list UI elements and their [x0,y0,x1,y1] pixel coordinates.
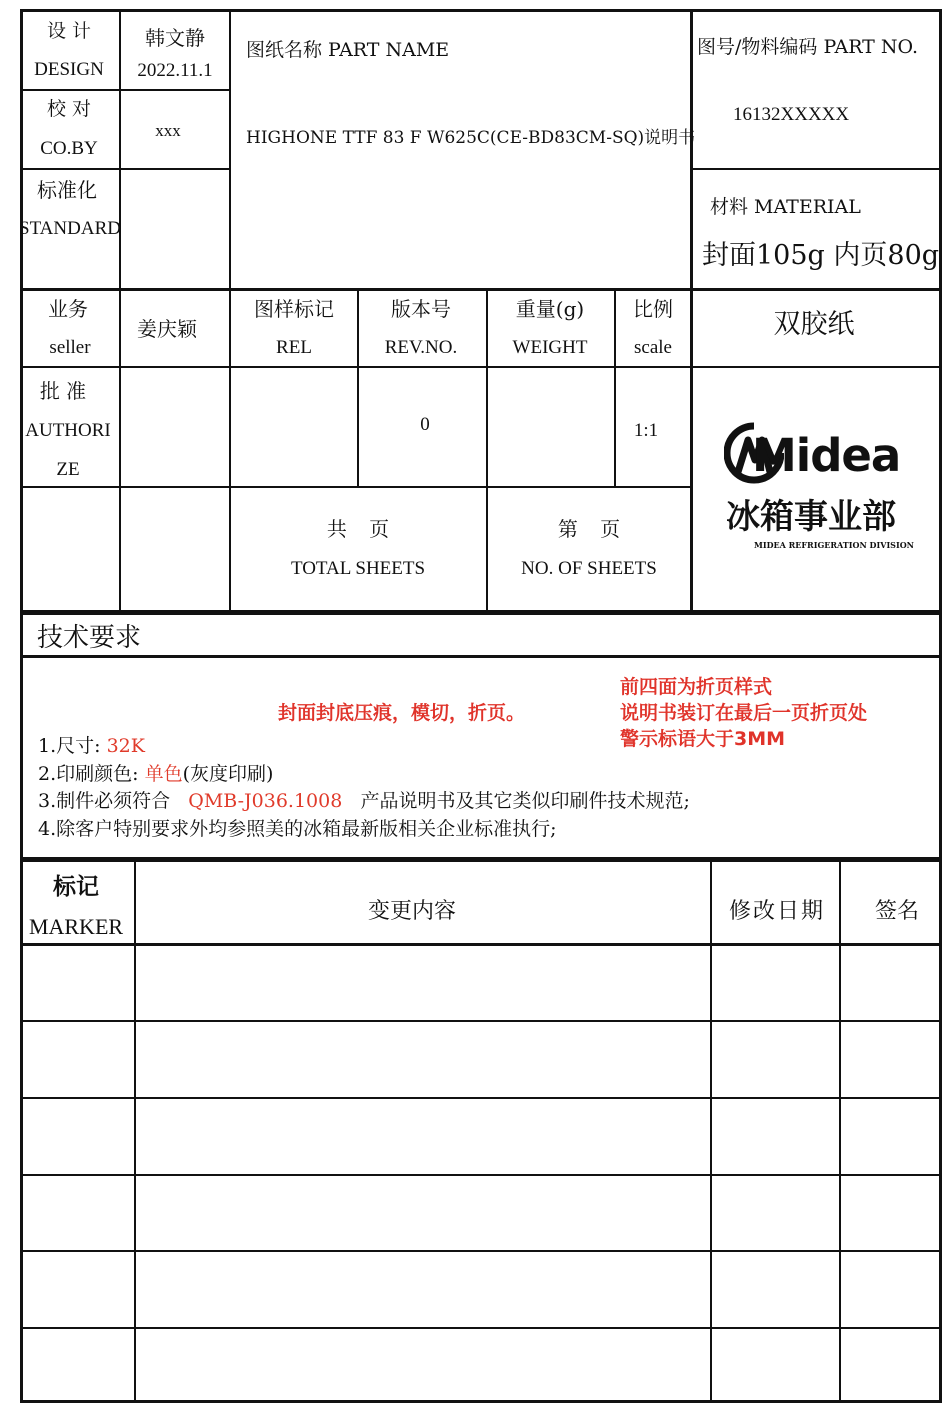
req-2 [38,765,273,784]
total-sheets-label-en: TOTAL SHEETS [290,558,426,579]
division-name-en: MIDEA REFRIGERATION DIVISION [754,540,914,550]
rule [839,860,841,1403]
rule [710,860,712,1403]
midea-logo [724,422,914,552]
rule [20,943,942,946]
designer-name: 韩文静 [145,26,205,50]
standard-label-en: STANDARD [19,218,121,239]
rule [20,288,942,291]
req-1-text: 1.尺寸: [38,735,107,757]
col-marker-header-en: MARKER [28,914,124,939]
rule [20,610,942,615]
rule [20,89,230,91]
rev-label: 版本号 [391,297,451,321]
req-3-value: QMB-J036.1008 [188,790,343,812]
authorize-label-en-2: ZE [56,459,80,480]
rule [119,9,121,612]
rel-label: 图样标记 [254,297,334,321]
rule [691,366,942,368]
check-label-en: CO.BY [40,138,98,159]
req-2-suffix: (灰度印刷) [182,763,274,785]
seller-label-en: seller [49,337,91,358]
rule [20,1097,942,1099]
rule [20,655,942,658]
weight-label-en: WEIGHT [512,337,588,358]
col-date-header: 修改日期 [728,899,826,924]
rule [20,1174,942,1176]
rule [20,857,942,862]
design-date: 2022.11.1 [137,60,213,81]
tech-note-center: 封面封底压痕，模切，折页。 [278,702,526,724]
req-3-text: 3.制件必须符合 [38,790,177,812]
col-content-header: 变更内容 [367,899,457,924]
rule [614,289,616,487]
sheet-no-label-en: NO. OF SHEETS [521,558,657,579]
rule [690,9,693,612]
scale-label-en: scale [634,337,672,358]
part-name-label: 图纸名称 PART NAME [246,39,450,61]
scale-label: 比例 [633,297,673,321]
seller-name: 姜庆颖 [137,317,197,341]
standard-label: 标准化 [37,178,97,202]
part-no: 16132XXXXX [733,104,850,125]
rule [134,860,136,1403]
rule [20,168,230,170]
sheet-no-label: 第 页 [557,517,621,541]
rule [486,289,488,612]
checker-name: xxx [155,121,181,140]
rev-label-en: REV.NO. [384,337,458,358]
rule [691,168,942,170]
rule [357,289,359,487]
req-2-value: 单色 [144,763,183,785]
rule [20,1250,942,1252]
part-name: HIGHONE TTF 83 F W625C(CE-BD83CM-SQ)说明书 [246,128,696,148]
tech-note-line-3: 警示标语大于3MM [620,728,786,750]
brand-name: Midea [752,429,901,482]
req-1-value: 32K [106,735,145,757]
rule [20,1327,942,1329]
tech-note-line-1: 前四面为折页样式 [620,676,773,698]
rel-label-en: REL [276,337,312,358]
rule [20,1020,942,1022]
scale-value: 1:1 [633,420,659,441]
req-3-suffix: 产品说明书及其它类似印刷件技术规范; [354,790,690,812]
check-label: 校 对 [46,98,92,120]
req-2-text: 2.印刷颜色: [38,763,145,785]
weight-label: 重量(g) [515,297,585,321]
material-label: 材料 MATERIAL [710,196,861,218]
tech-heading: 技术要求 [37,623,142,653]
design-label-en: DESIGN [34,59,104,80]
authorize-label: 批 准 [39,379,87,403]
req-3 [38,792,690,811]
total-sheets-label: 共 页 [326,517,390,541]
seller-label: 业务 [48,297,88,321]
rev-value: 0 [420,414,430,435]
material-spec: 封面105g 内页80g [702,240,940,271]
rule [229,9,231,612]
col-sign-header: 签名 [874,899,920,924]
req-4: 4.除客户特别要求外均参照美的冰箱最新版相关企业标准执行; [38,818,557,840]
part-no-label: 图号/物料编码 PART NO. [697,36,919,58]
division-name: 冰箱事业部 [726,497,896,537]
col-marker-header: 标记 [53,874,99,900]
material-paper: 双胶纸 [773,309,855,340]
authorize-label-en: AUTHORI [25,420,111,441]
req-1 [38,737,145,756]
tech-note-line-2: 说明书装订在最后一页折页处 [620,702,868,724]
design-label: 设 计 [46,20,92,42]
